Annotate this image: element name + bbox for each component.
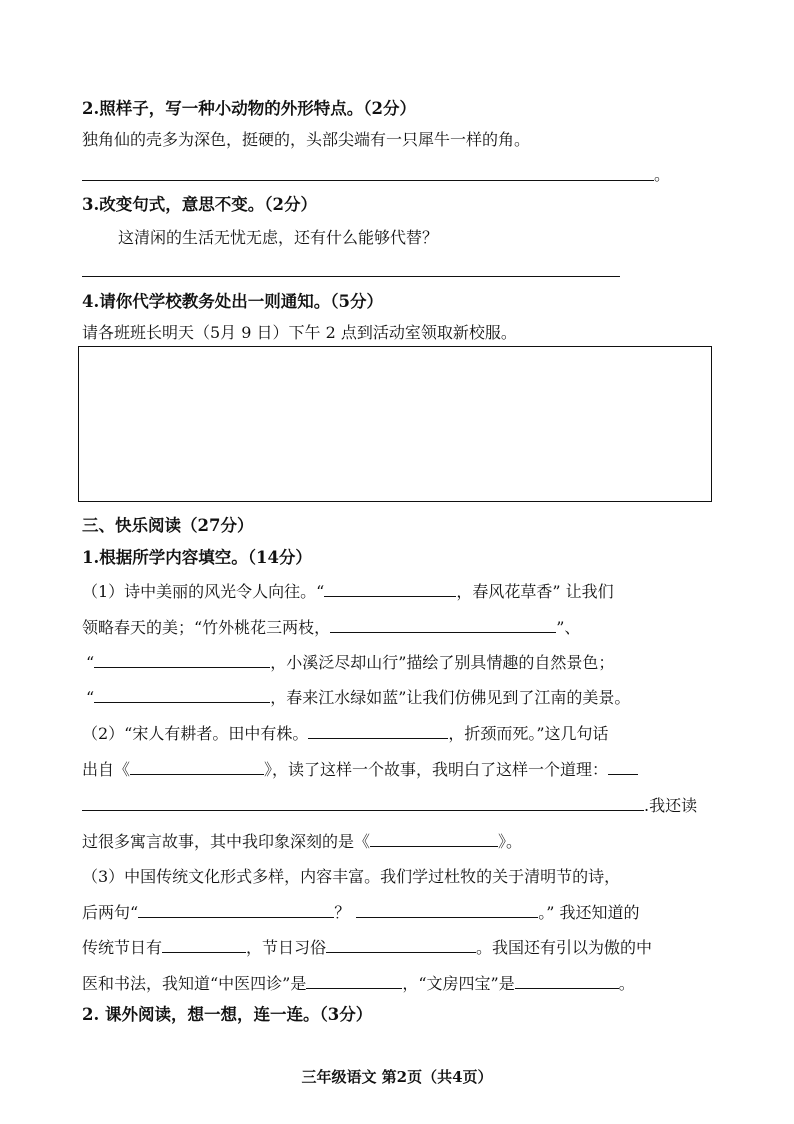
fill-line-4	[86, 686, 630, 709]
blank-3[interactable]	[94, 651, 270, 668]
fill-text: ，小溪泛尽却山行”描绘了别具情趣的自然景色；	[270, 653, 615, 672]
fill-line-9: （3）中国传统文化形式多样，内容丰富。我们学过杜牧的关于清明节的诗，	[82, 867, 621, 886]
q4-answer-box[interactable]	[78, 346, 712, 502]
q2-answer-line[interactable]	[82, 180, 654, 181]
fill-text: 。我国还有引以为傲的中	[476, 938, 653, 957]
section3-q1-title: 1.根据所学内容填空。（14分）	[82, 548, 312, 567]
fill-text: 》。	[498, 832, 523, 851]
blank-1[interactable]	[324, 580, 456, 597]
q2-end-mark: 。	[654, 165, 671, 184]
fill-line-7	[82, 794, 697, 817]
fill-text: ，春风花草香” 让我们	[456, 582, 614, 601]
fill-text: 出自《	[82, 760, 131, 779]
fill-text: 传统节日有	[82, 938, 163, 957]
fill-line-3	[86, 651, 614, 674]
fill-text: “	[86, 688, 95, 707]
fill-line-12	[82, 972, 635, 995]
fill-text: 领略春天的美；“竹外桃花三两枝，	[82, 618, 331, 637]
fill-line-10	[82, 901, 639, 924]
q3-title: 3.改变句式，意思不变。（2分）	[82, 195, 317, 214]
fill-line-8	[82, 830, 522, 853]
q3-sentence: 这清闲的生活无忧无虑，还有什么能够代替？	[118, 228, 439, 247]
fill-text: .我还读	[644, 796, 698, 815]
blank-10[interactable]	[138, 901, 334, 918]
q2-example: 独角仙的壳多为深色，挺硬的，头部尖端有一只犀牛一样的角。	[82, 130, 531, 149]
fill-text: 医和书法，我知道“中医四诊”是	[82, 974, 307, 993]
blank-2[interactable]	[330, 616, 556, 633]
fill-text: 。” 我还知道的	[538, 903, 640, 922]
blank-4[interactable]	[94, 686, 270, 703]
section3-title: 三、快乐阅读（27分）	[82, 516, 254, 535]
fill-line-1	[82, 580, 614, 603]
fill-line-5	[82, 722, 609, 745]
fill-text: （2）“宋人有耕者。田中有株。	[82, 724, 309, 743]
q4-title: 4.请你代学校教务处出一则通知。（5分）	[82, 292, 383, 311]
q2-title: 2.照样子，写一种小动物的外形特点。（2分）	[82, 99, 416, 118]
blank-8[interactable]	[82, 794, 644, 811]
fill-line-11	[82, 936, 652, 959]
blank-9[interactable]	[370, 830, 498, 847]
blank-13[interactable]	[326, 936, 476, 953]
fill-text: 过很多寓言故事，其中我印象深刻的是《	[82, 832, 371, 851]
blank-14[interactable]	[306, 972, 402, 989]
fill-text: 后两句“	[82, 903, 139, 922]
fill-text: ？	[334, 903, 351, 922]
fill-text: （1）诗中美丽的风光令人向往。“	[82, 582, 325, 601]
blank-6[interactable]	[130, 758, 264, 775]
fill-text: ，春来江水绿如蓝”让我们仿佛见到了江南的美景。	[270, 688, 631, 707]
fill-text: “	[86, 653, 95, 672]
fill-text: ，节日习俗	[246, 938, 327, 957]
blank-15[interactable]	[515, 972, 619, 989]
q4-content: 请各班班长明天（5月 9 日）下午 2 点到活动室领取新校服。	[82, 323, 517, 342]
blank-12[interactable]	[162, 936, 246, 953]
fill-text: ，折颈而死。”这几句话	[448, 724, 609, 743]
blank-7[interactable]	[608, 758, 638, 775]
q3-answer-line[interactable]	[82, 276, 620, 277]
section3-q2-title: 2. 课外阅读，想一想，连一连。（3分）	[82, 1005, 373, 1024]
fill-text: ，“文房四宝”是	[402, 974, 515, 993]
fill-text: 》，读了这样一个故事，我明白了这样一个道理：	[264, 760, 609, 779]
fill-text: 。	[618, 974, 635, 993]
blank-11[interactable]	[356, 901, 538, 918]
blank-5[interactable]	[308, 722, 448, 739]
fill-line-6	[82, 758, 638, 781]
fill-text: ”、	[556, 618, 581, 637]
fill-line-2	[82, 616, 580, 639]
page-footer: 三年级语文 第2页（共4页）	[301, 1068, 493, 1086]
